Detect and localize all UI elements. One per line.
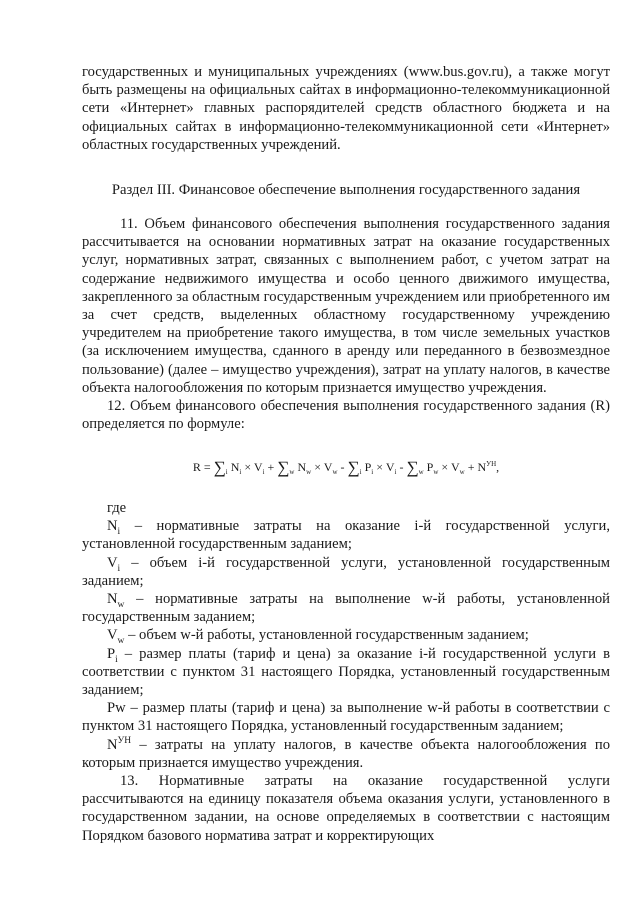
operator: × (441, 460, 449, 474)
subscript: i (262, 468, 265, 476)
definition-n-i (82, 517, 610, 553)
definition-p-w (82, 699, 610, 735)
symbol-p: P (426, 460, 434, 474)
formula-lhs: R = (192, 460, 211, 474)
def-text: – объем i-й государственной услуги, установленной государственным заданием; (82, 554, 610, 589)
operator: - (399, 460, 404, 474)
def-subscript: i (117, 563, 121, 574)
operator: × (376, 460, 384, 474)
subscript: w (306, 468, 312, 476)
def-text: – затраты на уплату налогов, в качестве объекта налогообложения по которым признается имущество учреждения. (82, 736, 610, 771)
def-symbol: N (107, 591, 118, 608)
def-symbol: Pw (107, 700, 126, 717)
definition-v-w (82, 626, 610, 647)
paragraph-11: 11. Объем финансового обеспечения выполнения государственного задания рассчитывается на основании нормативных затрат на оказание государственных услуг, нормативных затрат, связанных с выполнением работ, с учетом затрат на содержание недвижимого имущества и особо ценного движимого имущества, закрепленного за областным государственным учреждением или приобретенного им за счет средств, выделенных областному государственному учреждению учредителем на приобретение такого имущества, в том числе земельных участков (за исключением имущества, сданного в аренду или переданного в безвозмездное пользование) (далее – имущество учреждения), затрат на уплату налогов, в качестве объекта налогообложения по которым признается имущество учреждения. (82, 216, 610, 396)
intro-block (82, 63, 610, 154)
symbol-v: V (253, 460, 263, 474)
sum-index: w (289, 468, 295, 476)
def-text: – объем w-й работы, установленной государственным заданием; (124, 627, 529, 644)
def-symbol: N (107, 736, 118, 753)
subscript: i (394, 468, 397, 476)
subscript: w (433, 468, 439, 476)
symbol-n: N (297, 460, 307, 474)
sum-index: i (359, 468, 362, 476)
operator: + (467, 460, 475, 474)
def-text: – размер платы (тариф и цена) за выполнение w-й работы в соответствии с пунктом 31 настоящего Порядка, установленный государственным заданием; (82, 700, 610, 735)
where-label: где (107, 500, 127, 516)
section-heading: Раздел III. Финансовое обеспечение выполнения государственного задания (111, 182, 581, 198)
symbol-p: P (364, 460, 372, 474)
sum-index: w (418, 468, 424, 476)
sum-symbol: ∑ (347, 458, 360, 477)
definition-v-i (82, 554, 610, 590)
def-subscript: i (117, 527, 121, 538)
def-symbol: N (107, 518, 118, 535)
def-subscript: w (117, 636, 125, 647)
def-text: – нормативные затраты на выполнение w-й работы, установленной государственным заданием; (82, 591, 610, 626)
sum-symbol: ∑ (406, 458, 419, 477)
symbol-v: V (385, 460, 395, 474)
symbol-v: V (323, 460, 333, 474)
paragraph-12: 12. Объем финансового обеспечения выполнения государственного задания (R) определяется по формуле: (82, 398, 610, 433)
operator: - (340, 460, 345, 474)
top-paragraph: государственных и муниципальных учреждениях (www.bus.gov.ru), а также могут быть размещены на официальных сайтах в информационно-телекоммуникационной сети «Интернет» главных распорядителей средств областного бюджета и на официальных сайтах в информационно-телекоммуникационной сети «Интернет» областных государственных учреждений. (82, 64, 610, 153)
def-text: – размер платы (тариф и цена) за оказание i-й государственной услуги в соответствии с пунктом 31 настоящего Порядка, установленный государственным заданием; (82, 645, 610, 699)
def-symbol: V (107, 627, 118, 644)
def-superscript: УН (117, 735, 132, 746)
symbol-n: N (230, 460, 240, 474)
symbol-n: N (477, 460, 487, 474)
def-text: – нормативные затраты на оказание i-й государственной услуги, установленной государственным заданием; (82, 518, 610, 553)
section-body (82, 215, 610, 433)
symbol-v: V (450, 460, 460, 474)
operator: + (267, 460, 275, 474)
superscript: УН (486, 460, 497, 468)
def-subscript: w (117, 600, 125, 611)
paragraph-13: 13. Нормативные затраты на оказание государственной услуги рассчитываются на единицу показателя объема оказания услуги, установленного в государственном задании, на основе определяемых в соответствии с настоящим Порядком базового норматива затрат и корректирующих (82, 773, 610, 844)
subscript: w (459, 468, 465, 476)
definition-n-w (82, 590, 610, 626)
definition-p-i (82, 645, 610, 700)
subscript: i (239, 468, 242, 476)
sum-symbol: ∑ (213, 458, 226, 477)
subscript: i (371, 468, 374, 476)
subscript: w (332, 468, 338, 476)
operator: × (314, 460, 321, 474)
formula-comma: , (496, 460, 500, 474)
def-symbol: P (107, 645, 116, 662)
def-symbol: V (107, 554, 118, 571)
def-subscript: i (115, 654, 118, 665)
definitions-block (82, 499, 610, 845)
formula (82, 457, 610, 476)
definition-n-yh (82, 736, 610, 772)
operator: × (244, 460, 252, 474)
sum-index: i (225, 468, 228, 476)
sum-symbol: ∑ (277, 458, 290, 477)
